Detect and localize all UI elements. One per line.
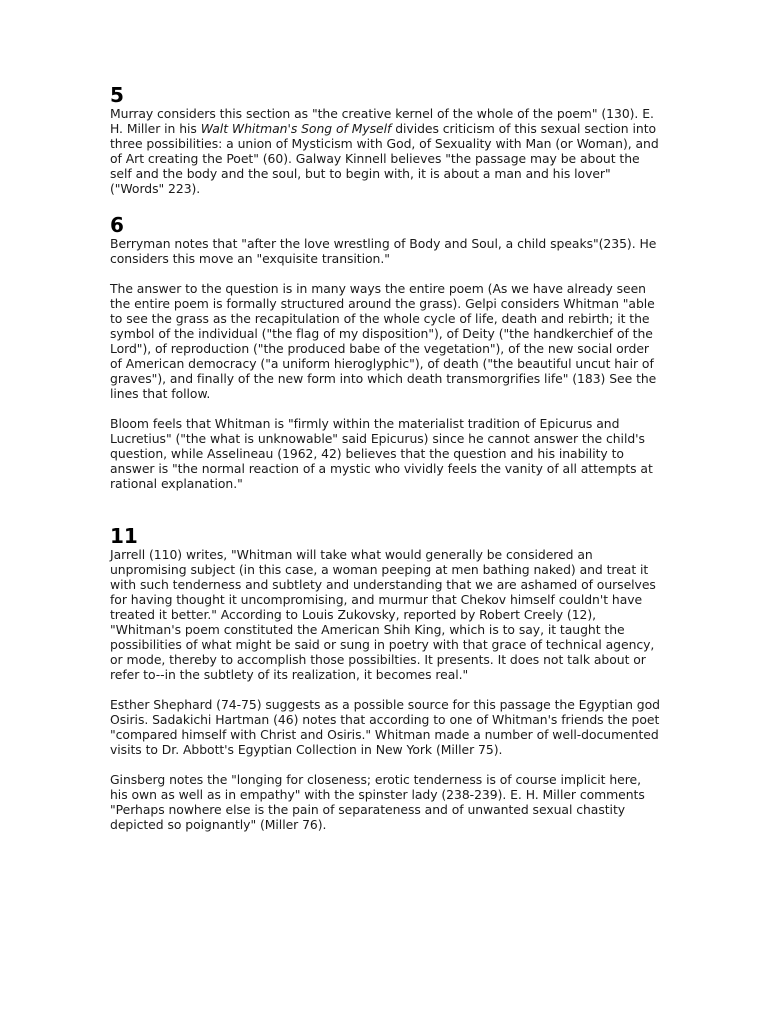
paragraph: Bloom feels that Whitman is "firmly within the materialist tradition of Epicurus and Lucretius" ("the what is unknowable" said Epicurus) since he cannot answer the child's question, while Asselineau (1962, 42) believes that the question and his inability to answer is "the normal reaction of a mystic who vividly feels the vanity of all attempts at rational explanation." — [110, 416, 653, 491]
section-6 — [110, 214, 662, 491]
paragraph: The answer to the question is in many ways the entire poem (As we have already seen the entire poem is formally structured around the grass). Gelpi considers Whitman "able to see the grass as the recapitulation of the whole cycle of life, death and rebirth; it the symbol of the individual ("the flag of my disposition"), of Deity ("the handkerchief of the Lord"), of reproduction ("the produced babe of the vegetation"), of the new social order of American democracy ("a uniform hieroglyphic"), of death ("the beautiful uncut hair of graves"), and finally of the new form into which death transmorgrifies life" (183) See the lines that follow. — [110, 281, 657, 401]
section-5 — [110, 84, 662, 196]
paragraph: Ginsberg notes the "longing for closeness; erotic tenderness is of course implicit here, his own as well as in empathy" with the spinster lady (238-239). E. H. Miller comments "Perhaps nowhere else is the pain of separateness and of unwanted sexual chastity depicted so poignantly" (Miller 76). — [110, 772, 645, 832]
paragraph: Berryman notes that "after the love wrestling of Body and Soul, a child speaks"(235). He considers this move an "exquisite transition." — [110, 236, 657, 266]
section-11 — [110, 525, 662, 832]
section-number: 11 — [110, 524, 138, 548]
paragraph: Esther Shephard (74-75) suggests as a possible source for this passage the Egyptian god Osiris. Sadakichi Hartman (46) notes that according to one of Whitman's friends the poet "compared himself with Christ and Osiris." Whitman made a number of well-documented visits to Dr. Abbott's Egyptian Collection in New York (Miller 75). — [110, 697, 660, 757]
paragraph: Murray considers this section as "the creative kernel of the whole of the poem" (130). E. H. Miller in his Walt Whitman's Song of Myself divides criticism of this sexual section into three possibilities: a union of Mysticism with God, of Sexuality with Man (or Woman), and of Art creating the Poet" (60). Galway Kinnell believes "the passage may be about the self and the body and the soul, but to begin with, it is about a man and his lover" ("Words" 223). — [110, 106, 659, 196]
paragraph: Jarrell (110) writes, "Whitman will take what would generally be considered an unpromising subject (in this case, a woman peeping at men bathing naked) and treat it with such tenderness and subtlety and understanding that we are ashamed of ourselves for having thought it uncompromising, and murmur that Chekov himself couldn't have treated it better." According to Louis Zukovsky, reported by Robert Creely (12), "Whitman's poem constituted the American Shih King, which is to say, it taught the possibilities of what might be said or sung in poetry with that grace of technical agency, or mode, thereby to accomplish those possibilties. It presents. It does not talk about or refer to--in the subtlety of its realization, it becomes real." — [110, 547, 656, 682]
section-number: 6 — [110, 213, 124, 237]
book-title: Walt Whitman's Song of Myself — [200, 121, 392, 136]
section-number: 5 — [110, 83, 124, 107]
document-page — [110, 84, 662, 832]
